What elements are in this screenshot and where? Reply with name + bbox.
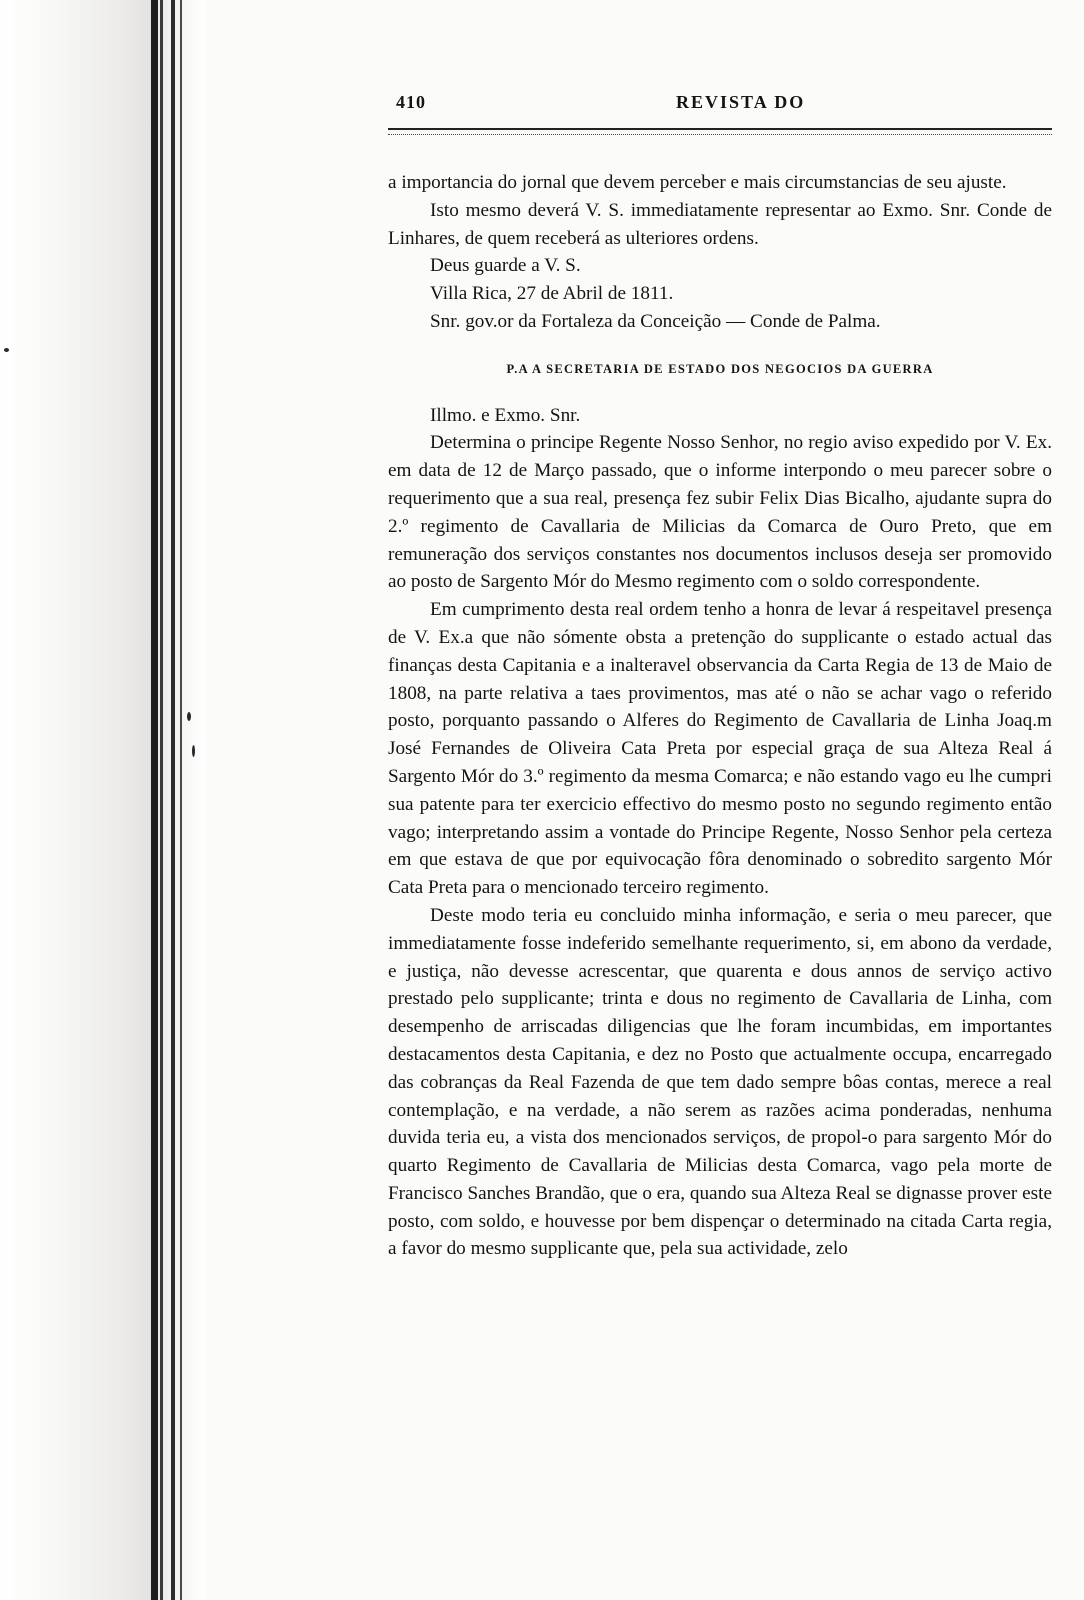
page-body bbox=[388, 169, 1052, 1263]
paragraph: a importancia do jornal que devem perceber e mais circumstancias de seu ajuste. bbox=[388, 172, 1007, 193]
binding-edge-line bbox=[180, 0, 182, 1600]
page-number: 410 bbox=[396, 92, 426, 112]
running-head: REVISTA DO bbox=[676, 92, 806, 112]
paragraph: Deste modo teria eu concluido minha informação, e seria o meu parecer, que immediatamente fosse indeferido semelhante requerimento, si, em abono da verdade, e justiça, não devesse acrescentar, que quarenta e dous annos de serviço activo prestado pelo supplicante; trinta e dous no regimento de Cavallaria de Linha, com desempenho de arriscadas diligencias que lhe foram incumbidas, em importantes destacamentos desta Capitania, e dez no Posto que actualmente occupa, encarregado das cobranças da Real Fazenda de que tem dado sempre bôas contas, merece a real contemplação, e na verdade, a não serem as razões acima ponderadas, nenhuma duvida teria eu, a vista dos mencionados serviços, de propol-o para sargento Mór do quarto Regimento de Cavallaria de Milicias desta Comarca, vago pela morte de Francisco Sanches Brandão, que o era, quando sua Alteza Real se dignasse prover este posto, com soldo, e houvesse por bem dispençar o determinado na citada Carta regia, a favor do mesmo supplicante que, pela sua actividade, zelo bbox=[388, 904, 1052, 1260]
scan-speck bbox=[187, 712, 191, 721]
date-line: Villa Rica, 27 de Abril de 1811. bbox=[430, 283, 674, 305]
paragraph: Determina o principe Regente Nosso Senhor, no regio aviso expedido por V. Ex. em data de 12 de Março passado, que o informe interpondo o meu parecer sobre o requerimento que a sua real, presença fez subir Felix Dias Bicalho, ajudante supra do 2.º regimento de Cavallaria de Milicias da Comarca de Ouro Preto, que em remuneração dos serviços constantes nos documentos inclusos deseja ser promovido ao posto de Sargento Mór do Mesmo regimento com o soldo correspondente. bbox=[388, 432, 1052, 593]
binding-edge-line bbox=[160, 0, 163, 1600]
page-header bbox=[388, 92, 1052, 116]
header-rule bbox=[388, 128, 1052, 135]
section-heading: P.A A SECRETARIA DE ESTADO DOS NEGOCIOS DA GUERRA bbox=[506, 361, 934, 376]
salutation: Illmo. e Exmo. Snr. bbox=[430, 404, 581, 426]
book-page bbox=[388, 92, 1052, 1263]
binding-edge bbox=[151, 0, 158, 1600]
paragraph: Em cumprimento desta real ordem tenho a honra de levar á respeitavel presença de V. Ex.a que não sómente obsta a pretenção do supplicante o estado actual das finanças desta Capitania e a inalteravel observancia da Carta Regia de 13 de Maio de 1808, na parte relativa a taes provimentos, mas até o não se achar vago o referido posto, porquanto passando o Alferes do Regimento de Cavallaria de Linha Joaq.m José Fernandes de Oliveira Cata Preta por especial graça de sua Alteza Real á Sargento Mór do 3.º regimento da mesma Comarca; e não estando vago eu lhe cumpri sua patente para ter exercicio effectivo do mesmo posto no segundo regimento então vago; interpretando assim a vontade do Principe Regente, Nosso Senhor pela certeza em que estava de que por equivocação fôra denominado o sobredito sargento Mór Cata Preta para o mencionado terceiro regimento. bbox=[388, 599, 1052, 899]
scan-speck bbox=[192, 745, 195, 757]
addressee-line: Snr. gov.or da Fortaleza da Conceição — Conde de Palma. bbox=[430, 310, 881, 332]
closing-line: Deus guarde a V. S. bbox=[430, 255, 581, 277]
scan-speck bbox=[4, 348, 9, 352]
binding-edge-line bbox=[171, 0, 175, 1600]
paragraph: Isto mesmo deverá V. S. immediatamente representar ao Exmo. Snr. Conde de Linhares, de quem receberá as ulteriores ordens. bbox=[388, 199, 1052, 249]
